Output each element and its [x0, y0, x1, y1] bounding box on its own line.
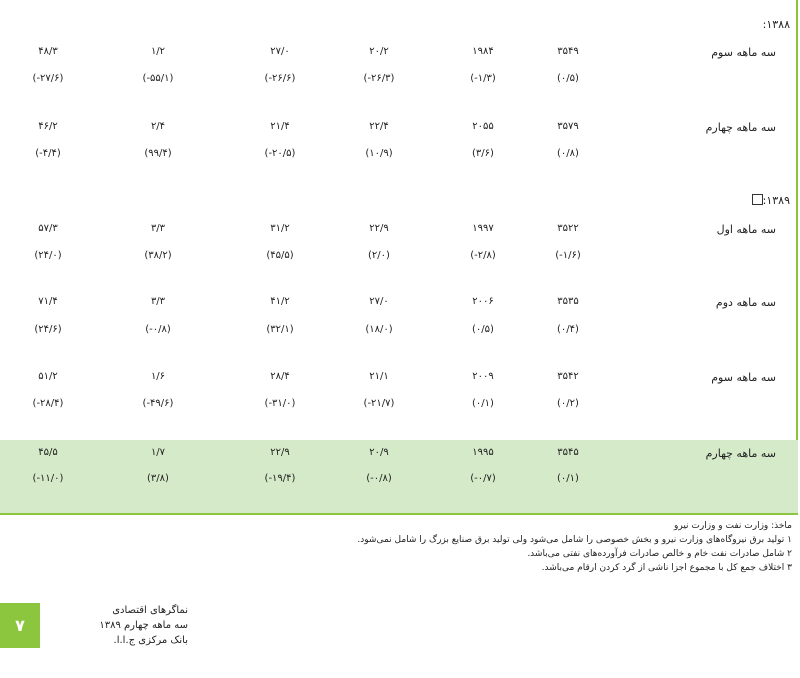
- cell-value: ۲۱/۴: [270, 121, 290, 132]
- cell-value: ۴۱/۲: [270, 296, 290, 307]
- cell-change: (۳/۶): [472, 148, 494, 159]
- cell-change: (-۲۷/۶): [32, 73, 64, 84]
- publication-org: بانک مرکزی ج.ا.ا.: [113, 635, 188, 646]
- checkbox-icon: [752, 194, 763, 205]
- row-label: سه ماهه اول: [716, 223, 776, 236]
- cell-change: (-۱/۳): [470, 73, 496, 84]
- cell-value: ۱۹۸۴: [472, 46, 494, 57]
- page-number: ۷: [0, 603, 40, 648]
- cell-value: ۲۱/۱: [369, 371, 389, 382]
- source-note: ماخذ: وزارت نفت و وزارت نیرو: [674, 521, 792, 531]
- table-row-change: [0, 324, 798, 344]
- cell-value: ۷۱/۴: [38, 296, 58, 307]
- cell-value: ۳۵۴۹: [557, 46, 579, 57]
- cell-change: (۱۰/۹): [365, 148, 393, 159]
- cell-value: ۳۵۲۲: [557, 223, 579, 234]
- cell-change: (۳۸/۲): [144, 250, 172, 261]
- cell-change: (۰/۱): [557, 473, 579, 484]
- footnote-3: ۳ اختلاف جمع کل با مجموع اجزا ناشی از گرد کردن ارقام می‌باشد.: [541, 563, 792, 573]
- footnote-1: ۱ تولید برق نیروگاه‌های وزارت نیرو و بخش خصوصی را شامل می‌شود ولی تولید برق صنایع بزرگ را شامل نمی‌شود.: [357, 535, 792, 545]
- cell-change: (-۴۹/۶): [142, 398, 174, 409]
- cell-value: ۲/۴: [150, 121, 166, 132]
- cell-change: (۳۲/۱): [266, 324, 294, 335]
- cell-change: (-۰/۸): [366, 473, 392, 484]
- cell-value: ۳۵۷۹: [557, 121, 579, 132]
- cell-value: ۲۷/۰: [270, 46, 290, 57]
- cell-value: ۵۱/۲: [38, 371, 58, 382]
- cell-value: ۲۰/۹: [369, 447, 389, 458]
- publication-info: [48, 603, 188, 648]
- cell-value: ۱۹۹۵: [472, 447, 494, 458]
- table-row-change: [0, 250, 798, 270]
- table-row: [0, 296, 798, 316]
- table-row: [0, 447, 798, 467]
- footnotes: [12, 519, 792, 575]
- cell-change: (۰/۴): [557, 324, 579, 335]
- table-row-change: [0, 398, 798, 418]
- cell-value: ۱/۲: [150, 46, 166, 57]
- cell-change: (-۰/۸): [145, 324, 171, 335]
- cell-change: (-۲۸/۴): [32, 398, 64, 409]
- cell-value: ۲۸/۴: [270, 371, 290, 382]
- cell-value: ۴۸/۳: [38, 46, 58, 57]
- cell-change: (-۱۱/۰): [32, 473, 64, 484]
- table-row-change: [0, 148, 798, 168]
- cell-change: (۳/۸): [147, 473, 169, 484]
- cell-change: (-۱/۶): [555, 250, 581, 261]
- cell-change: (-۴/۴): [35, 148, 61, 159]
- cell-value: ۱۹۹۷: [472, 223, 494, 234]
- cell-change: (۰/۱): [472, 398, 494, 409]
- cell-value: ۳۵۴۲: [557, 371, 579, 382]
- cell-value: ۲۰۰۶: [472, 296, 494, 307]
- year-heading-1388: ۱۳۸۸:: [762, 18, 790, 31]
- cell-value: ۱/۷: [150, 447, 166, 458]
- cell-value: ۴۵/۵: [38, 447, 58, 458]
- cell-change: (-۲/۸): [470, 250, 496, 261]
- cell-value: ۲۲/۹: [369, 223, 389, 234]
- row-label: سه ماهه چهارم: [705, 447, 776, 460]
- cell-value: ۳/۳: [150, 296, 166, 307]
- row-label: سه ماهه سوم: [711, 46, 776, 59]
- cell-value: ۱/۶: [150, 371, 166, 382]
- cell-value: ۲۲/۹: [270, 447, 290, 458]
- cell-change: (-۲۶/۶): [264, 73, 296, 84]
- table-row: [0, 121, 798, 141]
- cell-change: (۲/۰): [368, 250, 390, 261]
- cell-value: ۲۰۰۹: [472, 371, 494, 382]
- cell-value: ۲۲/۴: [369, 121, 389, 132]
- cell-change: (۰/۲): [557, 398, 579, 409]
- footnote-2: ۲ شامل صادرات نفت خام و خالص صادرات فرآورده‌های نفتی می‌باشد.: [527, 549, 792, 559]
- cell-value: ۲۰/۲: [369, 46, 389, 57]
- cell-value: ۳۵۴۵: [557, 447, 579, 458]
- cell-change: (۲۴/۶): [34, 324, 62, 335]
- table-row-change: [0, 73, 798, 93]
- cell-change: (۰/۵): [557, 73, 579, 84]
- cell-change: (-۳۱/۰): [264, 398, 296, 409]
- cell-value: ۳/۳: [150, 223, 166, 234]
- table-row: [0, 371, 798, 391]
- cell-value: ۲۰۵۵: [472, 121, 494, 132]
- row-label: سه ماهه چهارم: [705, 121, 776, 134]
- table-row: [0, 223, 798, 243]
- cell-change: (-۲۱/۷): [363, 398, 395, 409]
- cell-change: (۴۵/۵): [266, 250, 294, 261]
- row-label: سه ماهه سوم: [711, 371, 776, 384]
- cell-change: (۰/۵): [472, 324, 494, 335]
- table-row-change: [0, 473, 798, 493]
- cell-value: ۴۶/۲: [38, 121, 58, 132]
- cell-change: (-۱۹/۴): [264, 473, 296, 484]
- cell-change: (۹۹/۴): [144, 148, 172, 159]
- cell-change: (۰/۸): [557, 148, 579, 159]
- cell-value: ۳۵۳۵: [557, 296, 579, 307]
- cell-value: ۲۷/۰: [369, 296, 389, 307]
- publication-period: سه ماهه چهارم ۱۳۸۹: [99, 620, 188, 631]
- table-row: [0, 46, 798, 66]
- cell-value: ۵۷/۳: [38, 223, 58, 234]
- cell-change: (۱۸/۰): [365, 324, 393, 335]
- cell-change: (-۲۶/۳): [363, 73, 395, 84]
- cell-value: ۳۱/۲: [270, 223, 290, 234]
- cell-change: (-۰/۷): [470, 473, 496, 484]
- cell-change: (-۲۰/۵): [264, 148, 296, 159]
- publication-title: نماگرهای اقتصادی: [112, 605, 188, 616]
- row-label: سه ماهه دوم: [715, 296, 776, 309]
- cell-change: (۲۴/۰): [34, 250, 62, 261]
- year-heading-1389: ۱۳۸۹:: [750, 194, 790, 207]
- cell-change: (-۵۵/۱): [142, 73, 174, 84]
